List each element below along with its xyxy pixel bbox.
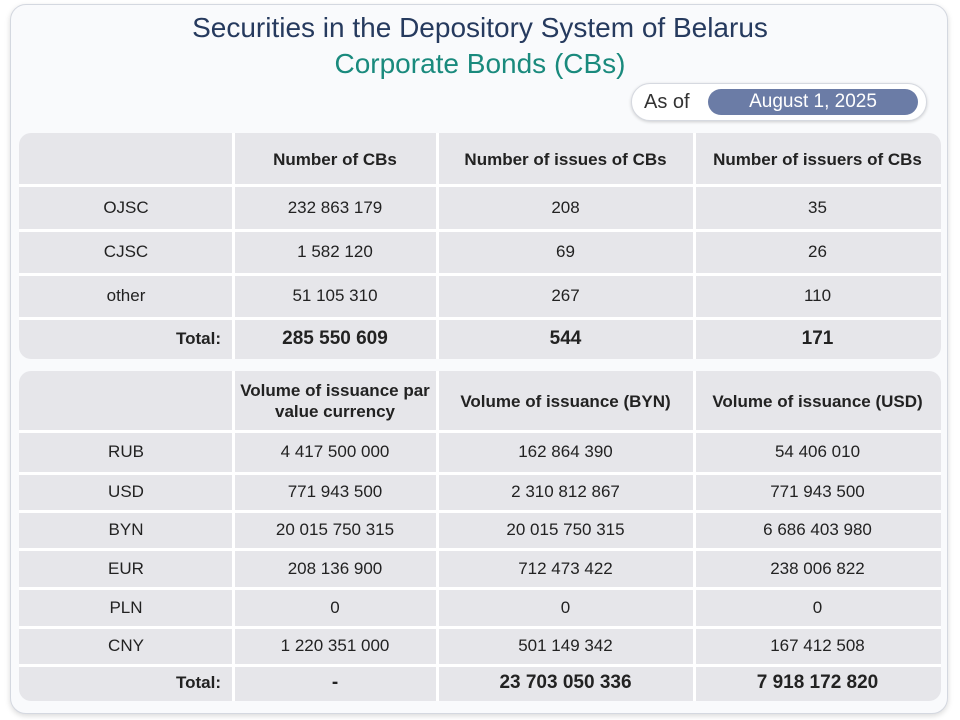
- table-cell: 35: [808, 197, 827, 217]
- table-cell: 4 417 500 000: [280, 442, 390, 461]
- total-label: Total:: [175, 328, 221, 348]
- table-cell: 51 105 310: [292, 286, 378, 305]
- column-header: Volume of issuance par value currency: [240, 381, 430, 421]
- row-divider: [19, 664, 941, 667]
- row-label: CNY: [108, 636, 144, 655]
- total-value: 23 703 050 336: [499, 672, 632, 693]
- cb-counts-table: [19, 133, 941, 359]
- row-label: CJSC: [103, 242, 149, 261]
- row-label: RUB: [108, 442, 144, 461]
- row-divider: [19, 430, 941, 433]
- total-value: 171: [801, 327, 834, 349]
- column-header: Volume of issuance (USD): [712, 391, 923, 411]
- table-cell: 238 006 822: [770, 558, 865, 578]
- column-header: Number of issuers of CBs: [713, 149, 922, 169]
- table-cell: 0: [330, 597, 340, 617]
- page-subtitle: Corporate Bonds (CBs): [334, 48, 626, 79]
- row-divider: [19, 472, 941, 475]
- row-divider: [19, 587, 941, 590]
- column-header: Number of CBs: [273, 149, 397, 169]
- row-label: PLN: [109, 597, 143, 617]
- table-cell: 0: [812, 597, 823, 617]
- table-cell: 267: [551, 286, 580, 305]
- as-of-label: As of: [644, 91, 690, 113]
- row-divider: [19, 548, 941, 551]
- total-value: 7 918 172 820: [756, 672, 879, 693]
- table-cell: 2 310 812 867: [511, 482, 620, 501]
- row-divider: [19, 273, 941, 276]
- table-cell: 771 943 500: [770, 482, 865, 501]
- page-title: Securities in the Depository System of Belarus: [192, 12, 768, 43]
- table-cell: 162 864 390: [518, 442, 613, 461]
- row-label: other: [106, 286, 146, 305]
- total-label: Total:: [175, 673, 221, 692]
- table-cell: 501 149 342: [518, 636, 613, 655]
- table-cell: 1 582 120: [297, 242, 373, 261]
- column-header: Number of issues of CBs: [464, 149, 667, 169]
- row-divider: [19, 317, 941, 320]
- row-divider: [19, 229, 941, 232]
- table-cell: 208 136 900: [287, 558, 383, 578]
- table-cell: 167 412 508: [770, 636, 865, 655]
- table-cell: 20 015 750 315: [275, 520, 395, 539]
- table-cell: 208: [551, 197, 580, 217]
- row-divider: [19, 184, 941, 187]
- row-divider: [19, 510, 941, 513]
- as-of-badge: [631, 83, 927, 121]
- report-card: [10, 4, 948, 714]
- column-divider: [436, 371, 439, 701]
- table-cell: 6 686 403 980: [763, 520, 872, 539]
- column-divider: [693, 371, 696, 701]
- table-cell: 712 473 422: [518, 558, 613, 578]
- column-divider: [436, 133, 439, 359]
- row-label: OJSC: [103, 197, 149, 217]
- table-cell: 20 015 750 315: [506, 520, 625, 539]
- column-divider: [232, 371, 235, 701]
- table-cell: 54 406 010: [774, 442, 861, 461]
- total-value: 285 550 609: [282, 327, 388, 349]
- table-cell: 110: [803, 286, 832, 305]
- as-of-date: August 1, 2025: [708, 89, 918, 115]
- column-divider: [693, 133, 696, 359]
- row-label: USD: [108, 482, 144, 501]
- column-header: Volume of issuance (BYN): [460, 391, 671, 411]
- column-divider: [232, 133, 235, 359]
- table-cell: 771 943 500: [287, 482, 383, 501]
- table-cell: 69: [556, 242, 575, 261]
- row-label: BYN: [108, 520, 144, 539]
- total-value: 544: [549, 327, 582, 349]
- table-cell: 26: [808, 242, 827, 261]
- row-label: EUR: [108, 558, 144, 578]
- total-value: -: [331, 672, 339, 693]
- row-divider: [19, 626, 941, 629]
- table-cell: 232 863 179: [287, 197, 383, 217]
- table-cell: 0: [560, 597, 571, 617]
- table-cell: 1 220 351 000: [280, 636, 390, 655]
- issuance-volume-table: [19, 371, 941, 701]
